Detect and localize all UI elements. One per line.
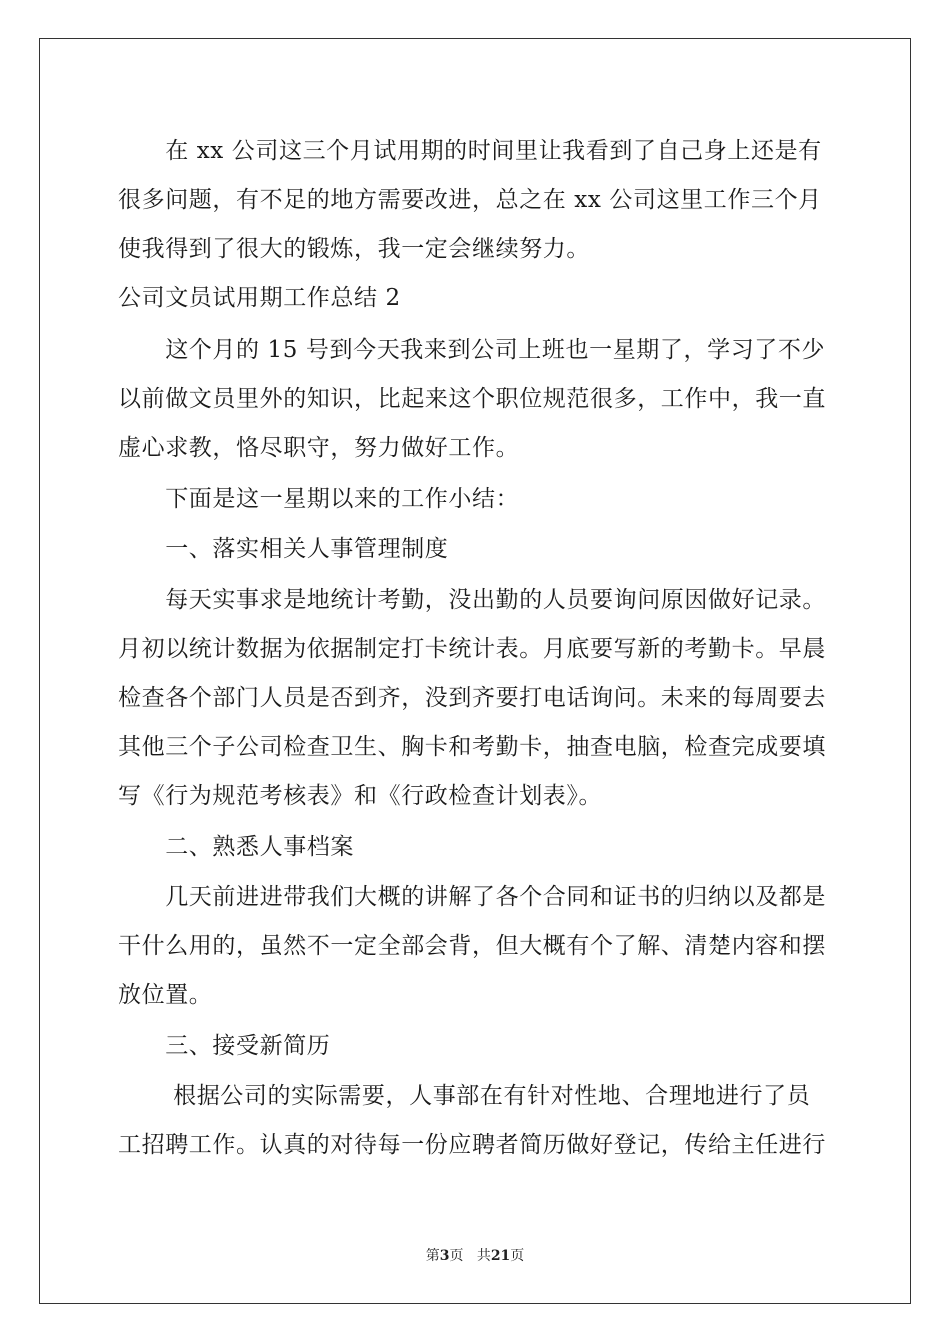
paragraph-line: 放位置。: [118, 982, 213, 1008]
paragraph-line: 虚心求教，恪尽职守，努力做好工作。: [118, 435, 520, 461]
paragraph-line: 很多问题，有不足的地方需要改进，总之在 xx 公司这里工作三个月: [118, 187, 822, 213]
paragraph-line: 其他三个子公司检查卫生、胸卡和考勤卡，抽查电脑，检查完成要填: [118, 734, 826, 760]
paragraph-line: 下面是这一星期以来的工作小结：: [118, 486, 520, 512]
section-title: 公司文员试用期工作总结 2: [118, 285, 401, 311]
paragraph-line: 使我得到了很大的锻炼，我一定会继续努力。: [118, 236, 590, 262]
paragraph-line: 写《行为规范考核表》和《行政检查计划表》。: [118, 783, 603, 809]
subheading: 一、落实相关人事管理制度: [118, 536, 449, 562]
paragraph-line: 工招聘工作。认真的对待每一份应聘者简历做好登记，传给主任进行: [118, 1132, 826, 1158]
subheading: 三、接受新简历: [118, 1033, 331, 1059]
paragraph-line: 这个月的 15 号到今天我来到公司上班也一星期了，学习了不少: [118, 337, 826, 363]
current-page-number: 3: [439, 1248, 450, 1264]
total-pages-number: 21: [490, 1248, 511, 1264]
paragraph-line: 几天前进进带我们大概的讲解了各个合同和证书的归纳以及都是: [118, 884, 826, 910]
paragraph-line: 检查各个部门人员是否到齐，没到齐要打电话询问。未来的每周要去: [118, 685, 826, 711]
page-prefix: 第: [425, 1248, 440, 1264]
page-footer: [0, 1245, 950, 1265]
paragraph-line: 根据公司的实际需要，人事部在有针对性地、合理地进行了员: [118, 1083, 811, 1109]
paragraph-line: 月初以统计数据为依据制定打卡统计表。月底要写新的考勤卡。早晨: [118, 636, 826, 662]
subheading: 二、熟悉人事档案: [118, 834, 354, 860]
total-prefix: 共: [476, 1248, 491, 1264]
paragraph-line: 以前做文员里外的知识，比起来这个职位规范很多，工作中，我一直: [118, 386, 826, 412]
paragraph-line: 干什么用的，虽然不一定全部会背，但大概有个了解、清楚内容和摆: [118, 933, 826, 959]
total-suffix: 页: [510, 1248, 525, 1264]
page-suffix: 页: [449, 1248, 464, 1264]
paragraph-line: 每天实事求是地统计考勤，没出勤的人员要询问原因做好记录。: [118, 587, 826, 613]
paragraph-line: 在 xx 公司这三个月试用期的时间里让我看到了自己身上还是有: [118, 138, 822, 164]
